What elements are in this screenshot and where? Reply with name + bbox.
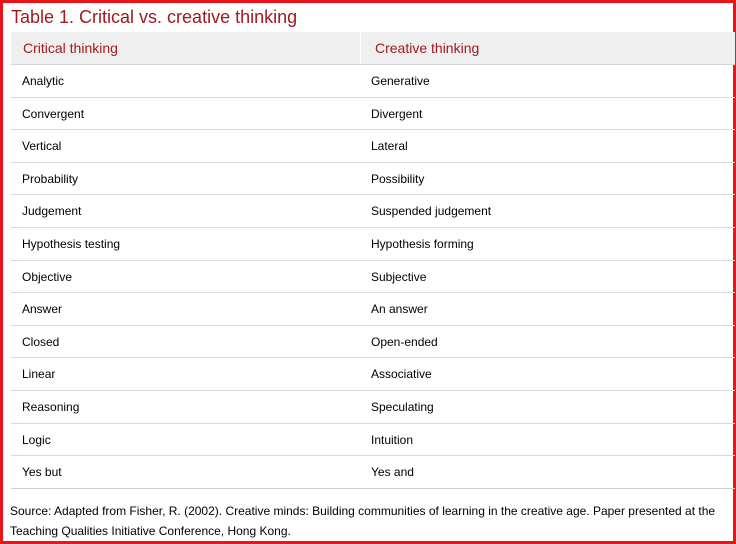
table-header [11, 32, 735, 65]
table-row [11, 391, 735, 424]
critical-cell: Vertical [22, 139, 62, 154]
header-creative-thinking: Creative thinking [375, 40, 480, 56]
table-row [11, 261, 735, 294]
critical-cell: Yes but [22, 465, 62, 480]
table-row [11, 195, 735, 228]
creative-cell: Hypothesis forming [371, 236, 474, 251]
table-row [11, 130, 735, 163]
table-row [11, 65, 735, 98]
table-row [11, 163, 735, 196]
creative-cell: Suspended judgement [371, 204, 492, 219]
critical-cell: Analytic [22, 74, 65, 88]
critical-cell: Judgement [22, 204, 82, 219]
critical-cell: Logic [22, 432, 51, 447]
table-row [11, 293, 735, 326]
table-row [11, 358, 735, 391]
creative-cell: Yes and [371, 465, 414, 480]
critical-cell: Closed [22, 334, 60, 349]
table-row [11, 456, 735, 489]
table-title: Table 1. Critical vs. creative thinking [11, 7, 298, 27]
creative-cell: Open-ended [371, 334, 438, 349]
creative-cell: Speculating [371, 399, 434, 414]
critical-cell: Reasoning [22, 399, 80, 414]
table-row [11, 326, 735, 359]
table-row [11, 228, 735, 261]
table-row [11, 98, 735, 131]
creative-cell: Generative [371, 74, 430, 88]
table-body [11, 65, 735, 489]
creative-cell: Divergent [371, 106, 423, 121]
table-row [11, 424, 735, 457]
creative-cell: Associative [371, 367, 432, 382]
critical-cell: Answer [22, 302, 63, 317]
creative-cell: Intuition [371, 432, 414, 447]
creative-cell: Lateral [371, 139, 408, 154]
critical-cell: Linear [22, 367, 56, 382]
creative-cell: Subjective [371, 269, 427, 284]
source-note: Source: Adapted from Fisher, R. (2002). Creative minds: Building communities of learning in the creative age. Paper presented at the Teaching Qualities Initiative Conference, Hong Kong. [10, 504, 716, 538]
header-critical-thinking: Critical thinking [11, 32, 361, 64]
critical-cell: Probability [22, 171, 79, 186]
creative-cell: An answer [371, 302, 428, 317]
creative-cell: Possibility [371, 171, 425, 186]
critical-cell: Convergent [22, 106, 85, 121]
critical-cell: Hypothesis testing [22, 236, 121, 251]
critical-cell: Objective [22, 269, 73, 284]
comparison-table [11, 32, 735, 489]
